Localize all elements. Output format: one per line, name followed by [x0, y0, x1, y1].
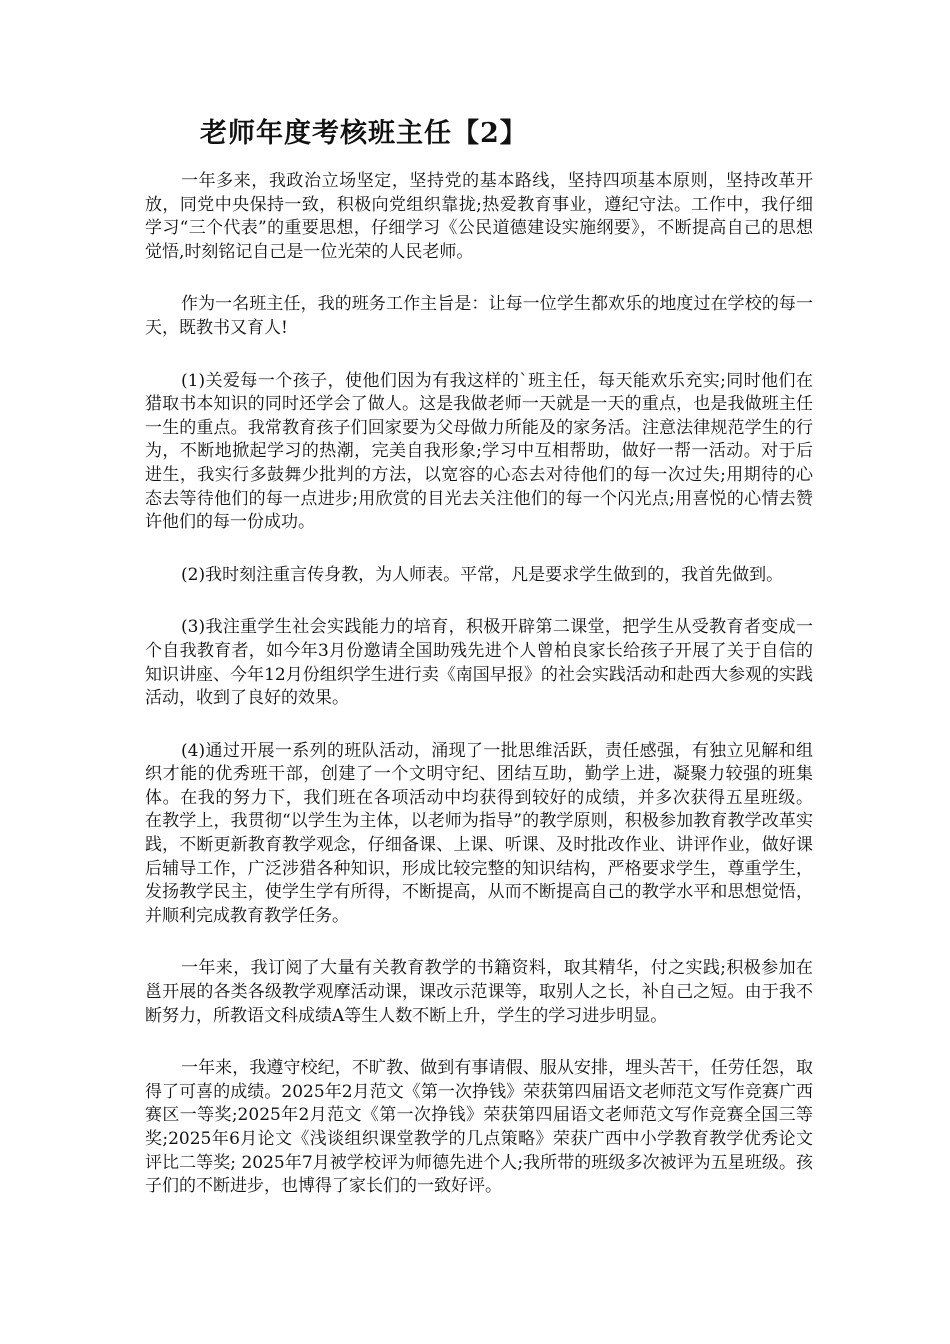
paragraph-5: (3)我注重学生社会实践能力的培育，积极开辟第二课堂，把学生从受教育者变成一个自我教育者，如今年3月份邀请全国助残先进个人曾柏良家长给孩子开展了关于自信的知识讲座、今年12月份组织学生进行卖《南国早报》的社会实践活动和赴西大参观的实践活动，收到了良好的效果。	[145, 617, 813, 709]
paragraph-7: 一年来，我订阅了大量有关教育教学的书籍资料，取其精华，付之实践;积极参加在邕开展的各类各级教学观摩活动课，课改示范课等，取别人之长，补自己之短。由于我不断努力，所教语文科成绩A等生人数不断上升，学生的学习进步明显。	[145, 958, 813, 1026]
paragraph-8: 一年来，我遵守校纪，不旷教、做到有事请假、服从安排，埋头苦干，任劳任怨，取得了可喜的成绩。2025年2月范文《第一次挣钱》荣获第四届语文老师范文写作竞赛广西赛区一等奖;2025年2月范文《第一次挣钱》荣获第四届语文老师范文写作竞赛全国三等奖;2025年6月论文《浅谈组织课堂教学的几点策略》荣获广西中小学教育教学优秀论文评比二等奖; 2025年7月被学校评为师德先进个人;我所带的班级多次被评为五星班级。孩子们的不断进步，也博得了家长们的一致好评。	[145, 1058, 813, 1197]
paragraph-2: 作为一名班主任，我的班务工作主旨是：让每一位学生都欢乐的地度过在学校的每一天，既教书又育人!	[145, 294, 813, 338]
paragraph-1: 一年多来，我政治立场坚定，坚持党的基本路线，坚持四项基本原则，坚持改革开放，同党中央保持一致，积极向党组织靠拢;热爱教育事业，遵纪守法。工作中，我仔细学习“三个代表”的重要思想，仔细学习《公民道德建设实施纲要》，不断提高自己的思想觉悟,时刻铭记自己是一位光荣的人民老师。	[145, 171, 813, 262]
paragraph-4: (2)我时刻注重言传身教，为人师表。平常，凡是要求学生做到的，我首先做到。	[181, 564, 784, 585]
paragraph-3: (1)关爱每一个孩子，使他们因为有我这样的`班主任，每天能欢乐充实;同时他们在猎取书本知识的同时还学会了做人。这是我做老师一天就是一天的重点，也是我做班主任一生的重点。我常教育孩子们回家要为父母做力所能及的家务活。注意法律规范学生的行为，不断地掀起学习的热潮，完美自我形象;学习中互相帮助，做好一帮一活动。对于后进生，我实行多鼓舞少批判的方法，以宽容的心态去对待他们的每一次过失;用期待的心态去等待他们的每一点进步;用欣赏的目光去关注他们的每一个闪光点;用喜悦的心情去赞许他们的每一份成功。	[145, 370, 813, 533]
document-title: 老师年度考核班主任【2】	[200, 118, 528, 149]
document-body	[145, 170, 813, 1228]
paragraph-6: (4)通过开展一系列的班队活动，涌现了一批思维活跃，责任感强，有独立见解和组织才能的优秀班干部，创建了一个文明守纪、团结互助，勤学上进，凝聚力较强的班集体。在我的努力下，我们班在各项活动中均获得到较好的成绩，并多次获得五星班级。 在教学上，我贯彻“以学生为主体，以老师为指导”的教学原则，积极参加教育教学改革实践，不断更新教育教学观念，仔细备课、上课、听课、及时批改作业、讲评作业，做好课后辅导工作，广泛涉猎各种知识，形成比较完整的知识结构，严格要求学生，尊重学生，发扬教学民主，使学生学有所得，不断提高，从而不断提高自己的教学水平和思想觉悟，并顺利完成教育教学任务。	[145, 740, 813, 926]
